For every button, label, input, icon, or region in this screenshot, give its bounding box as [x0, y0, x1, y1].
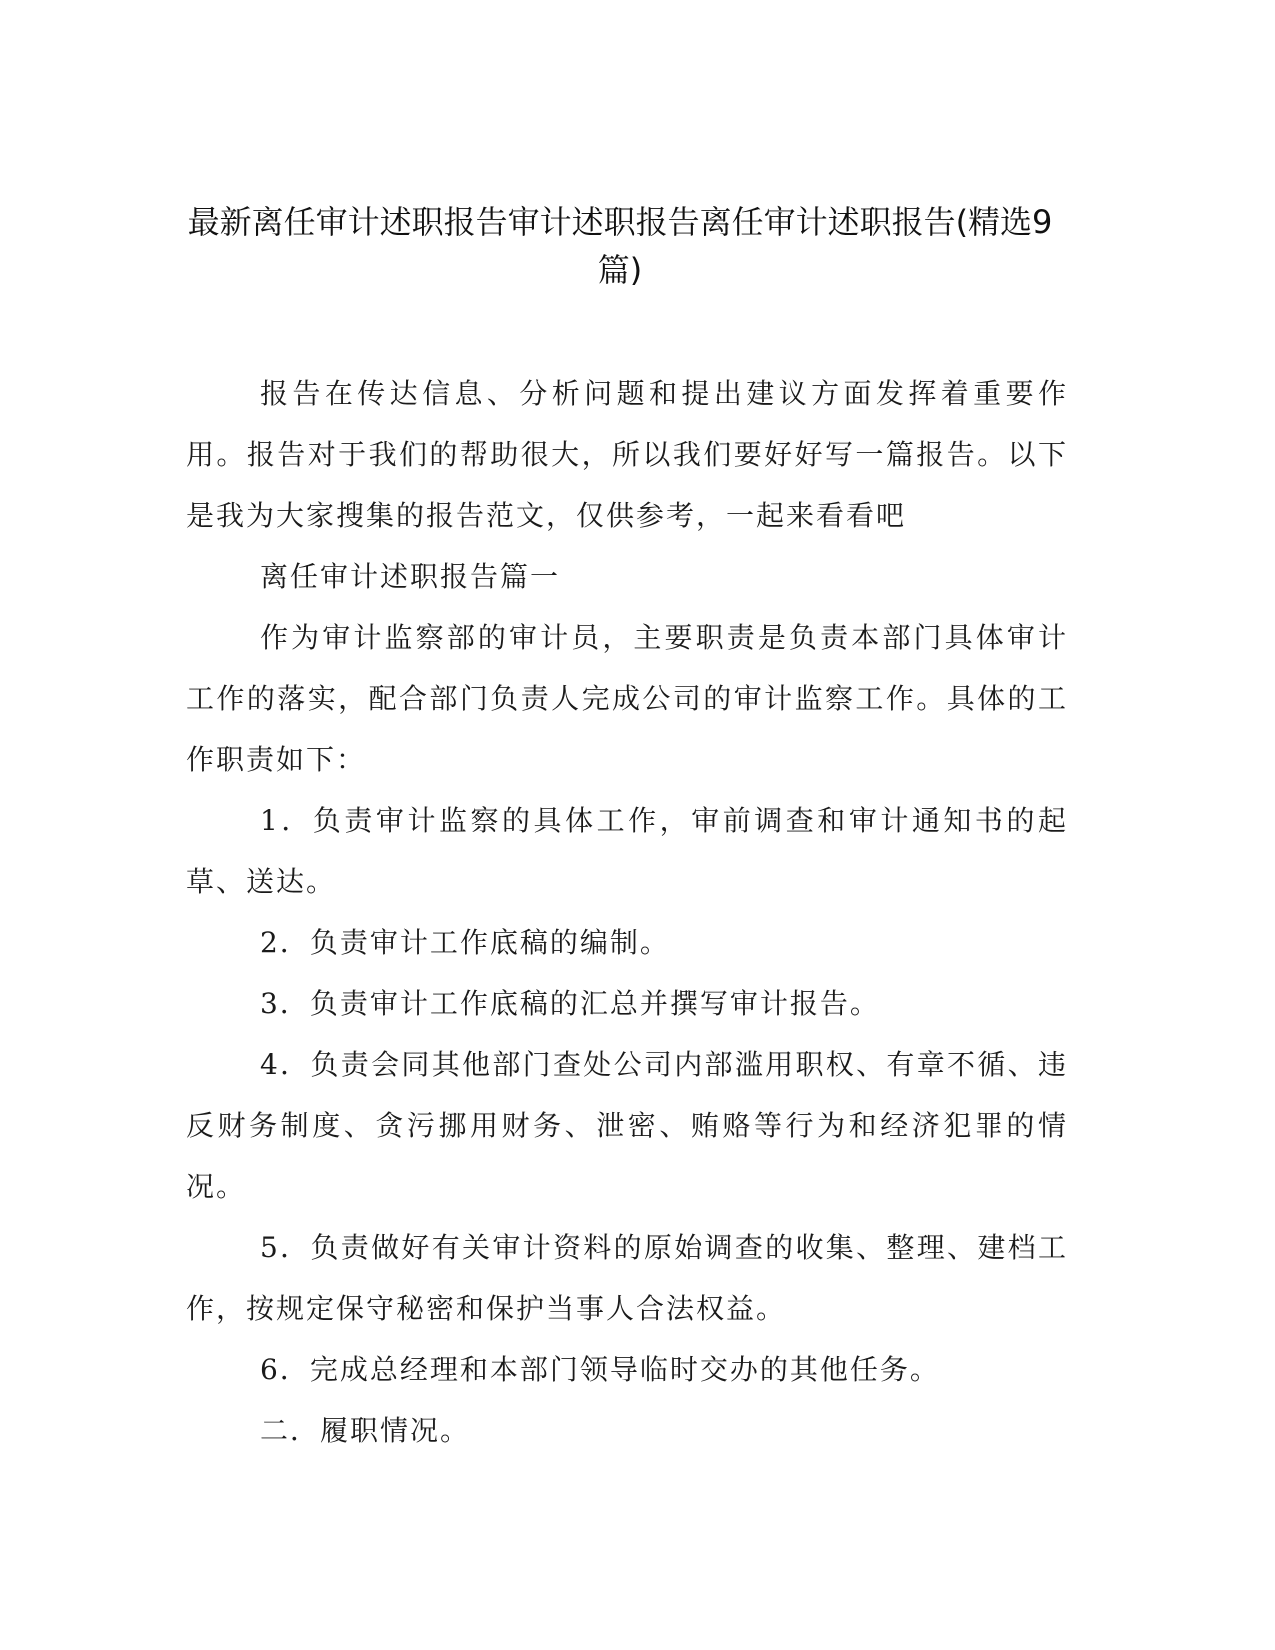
duty-item-1: 1．负责审计监察的具体工作，审前调查和审计通知书的起草、送达。 — [186, 804, 1068, 898]
duty-item-4: 4．负责会同其他部门查处公司内部滥用职权、有章不循、违反财务制度、贪污挪用财务、泄密、贿赂等行为和经济犯罪的情况。 — [186, 1048, 1068, 1203]
document-body — [186, 363, 1068, 1461]
subsection-heading: 二．履职情况。 — [260, 1414, 471, 1447]
section-heading: 离任审计述职报告篇一 — [260, 560, 561, 593]
duty-item-5: 5．负责做好有关审计资料的原始调查的收集、整理、建档工作，按规定保守秘密和保护当事人合法权益。 — [186, 1231, 1068, 1325]
document-title: 最新离任审计述职报告审计述职报告离任审计述职报告(精选9篇) — [187, 203, 1053, 289]
duties-intro-paragraph: 作为审计监察部的审计员，主要职责是负责本部门具体审计工作的落实，配合部门负责人完成公司的审计监察工作。具体的工作职责如下： — [186, 621, 1068, 776]
duty-item-3: 3．负责审计工作底稿的汇总并撰写审计报告。 — [260, 987, 880, 1020]
intro-paragraph: 报告在传达信息、分析问题和提出建议方面发挥着重要作用。报告对于我们的帮助很大，所以我们要好好写一篇报告。以下是我为大家搜集的报告范文，仅供参考，一起来看看吧 — [186, 377, 1068, 532]
duty-item-2: 2．负责审计工作底稿的编制。 — [260, 926, 670, 959]
duty-item-6: 6．完成总经理和本部门领导临时交办的其他任务。 — [260, 1353, 940, 1386]
